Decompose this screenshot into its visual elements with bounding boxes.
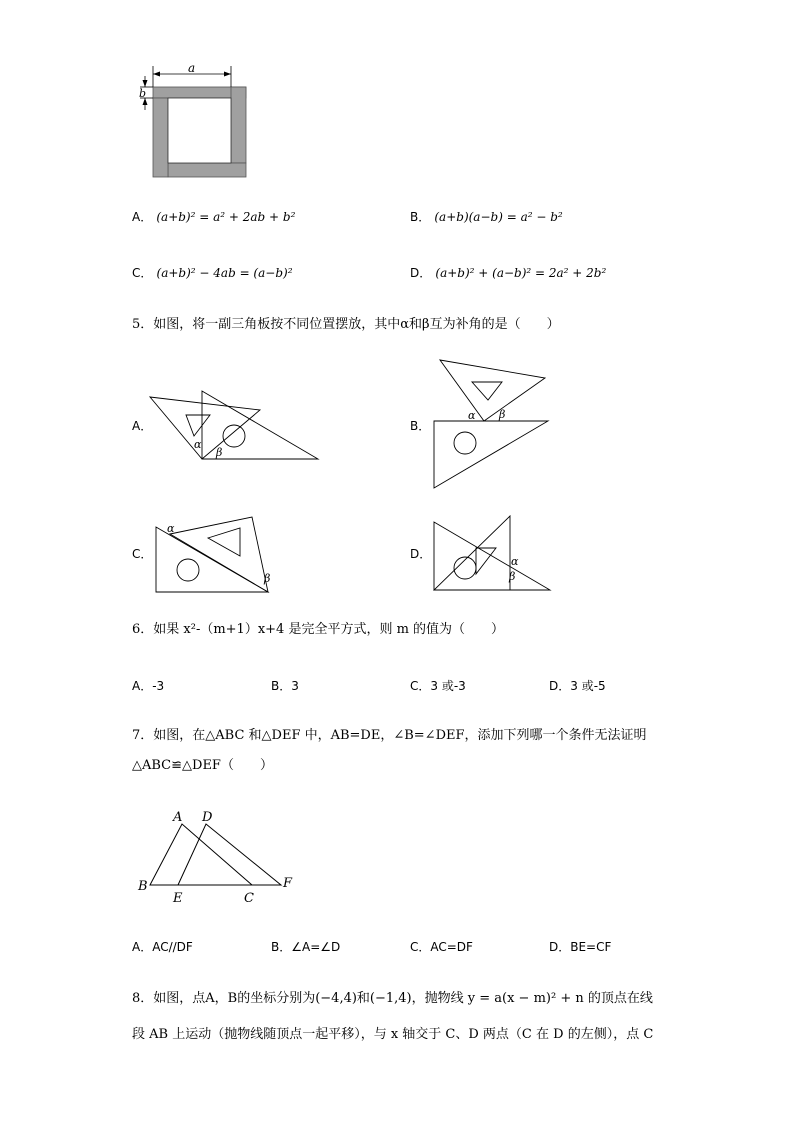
q7-label-d: D xyxy=(202,810,213,825)
q4-option-b: B． (a+b)(a−b) = a² − b² xyxy=(410,210,563,224)
q5-figure-a xyxy=(150,386,322,466)
q8-line1: 8．如图，点A，B的坐标分别为(−4,4)和(−1,4)，抛物线 y = a(x − m)² + n 的顶点在线 xyxy=(132,991,653,1006)
q7-option-b: B．∠A=∠D xyxy=(271,940,341,954)
q8-line2: 段 AB 上运动（抛物线随顶点一起平移），与 x 轴交于 C、D 两点（C 在 D 的左侧），点 C xyxy=(132,1027,654,1042)
q4-option-c: C． (a+b)² − 4ab = (a−b)² xyxy=(132,266,293,280)
q4-option-a-expr: (a+b)² = a² + 2ab + b² xyxy=(156,210,296,224)
q7-stem-line2: △ABC≌△DEF（ ） xyxy=(132,758,273,773)
frame-right-bar xyxy=(231,87,246,163)
frame-left-bar xyxy=(153,98,168,177)
q7-label-f: F xyxy=(283,876,293,891)
q5-option-b-letter: B． xyxy=(410,419,431,433)
q5b-alpha: α xyxy=(468,409,476,422)
q6-option-c: C．3 或-3 xyxy=(410,679,466,693)
fig4-label-a: a xyxy=(188,61,196,75)
q5d-alpha: α xyxy=(511,555,519,568)
frame-bottom-bar xyxy=(168,163,246,177)
q5-option-d-letter: D． xyxy=(410,547,432,561)
q5d-beta: β xyxy=(509,570,516,583)
frame-inner-square xyxy=(168,98,231,163)
q7-option-c: C．AC=DF xyxy=(410,940,473,954)
q5-option-a-letter: A． xyxy=(132,419,153,433)
q7-stem-line1: 7．如图，在△ABC 和△DEF 中，AB=DE，∠B=∠DEF，添加下列哪一个条件无法证明 xyxy=(132,728,647,743)
q5-figure-c xyxy=(150,512,278,598)
q4-square-frame-figure xyxy=(136,62,256,182)
q7-option-a: A．AC//DF xyxy=(132,940,193,954)
q7-triangles-figure xyxy=(136,806,306,910)
q4-option-c-expr: (a+b)² − 4ab = (a−b)² xyxy=(156,266,293,280)
q4-option-b-expr: (a+b)(a−b) = a² − b² xyxy=(434,210,563,224)
q5a-beta: β xyxy=(216,446,223,459)
q7-option-d: D．BE=CF xyxy=(549,940,612,954)
q5a-alpha: α xyxy=(194,438,202,451)
q5-option-c-letter: C． xyxy=(132,547,153,561)
q7-label-a: A xyxy=(173,810,183,825)
q6-option-a: A．-3 xyxy=(132,679,165,693)
q7-label-c: C xyxy=(244,891,254,906)
q6-option-b: B．3 xyxy=(271,679,299,693)
q5-stem: 5．如图，将一副三角板按不同位置摆放，其中α和β互为补角的是（ ） xyxy=(132,317,560,332)
q5b-beta: β xyxy=(499,408,506,421)
q5-figure-b xyxy=(430,360,554,492)
q4-option-d: D． (a+b)² + (a−b)² = 2a² + 2b² xyxy=(410,266,607,280)
q6-stem: 6．如果 x²-（m+1）x+4 是完全平方式，则 m 的值为（ ） xyxy=(132,622,505,637)
q5c-alpha: α xyxy=(167,522,175,535)
q6-option-d: D．3 或-5 xyxy=(549,679,606,693)
q7-label-b: B xyxy=(138,879,148,894)
fig4-label-b: b xyxy=(139,87,147,100)
q4-option-a: A． (a+b)² = a² + 2ab + b² xyxy=(132,210,296,224)
q5c-beta: β xyxy=(264,572,271,585)
q4-option-d-expr: (a+b)² + (a−b)² = 2a² + 2b² xyxy=(435,266,607,280)
q7-label-e: E xyxy=(173,891,183,906)
q5-figure-d xyxy=(430,512,556,594)
